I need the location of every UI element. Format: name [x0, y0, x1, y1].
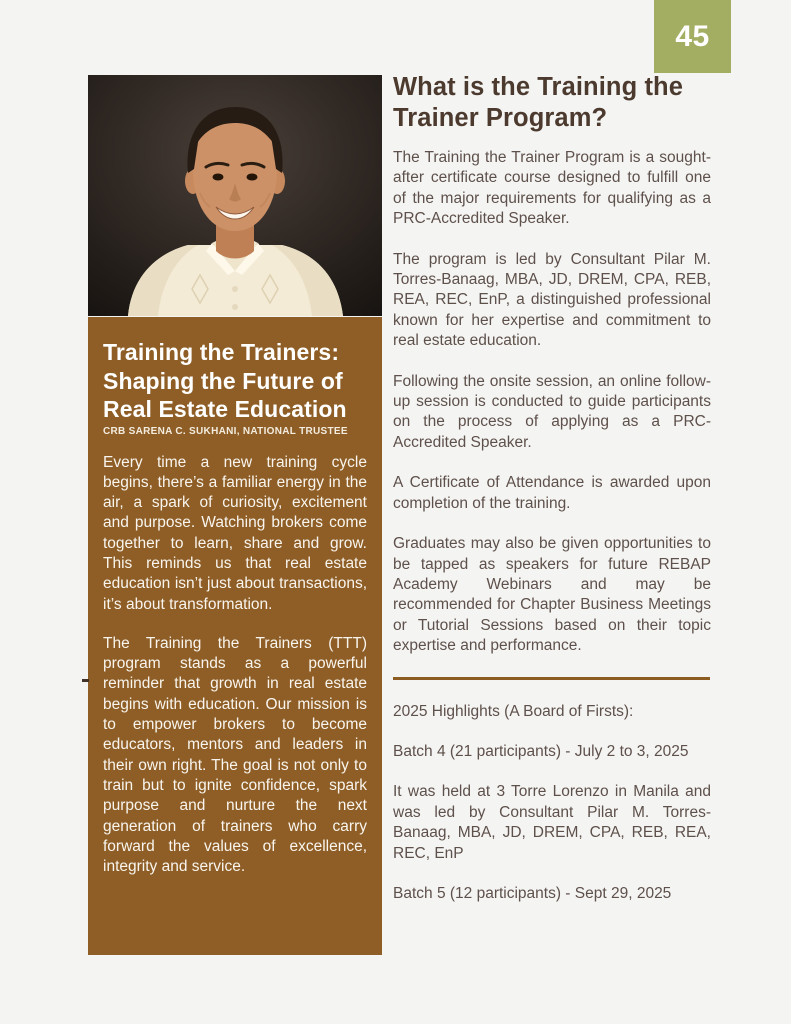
section-divider	[393, 677, 710, 680]
info-paragraph: The Training the Trainer Program is a sought-after certificate course designed to fulfill one of the major requirements for qualifying as a PRC-Accredited Speaker.	[393, 149, 711, 228]
article-title: Training the Trainers: Shaping the Future of Real Estate Education	[103, 339, 347, 422]
info-column	[393, 72, 711, 924]
trustee-portrait-photo	[88, 75, 382, 316]
article-panel	[88, 317, 382, 955]
article-paragraph: Every time a new training cycle begins, there’s a familiar energy in the air, a spark of curiosity, excitement and purpose. Watching brokers come together to learn, share and grow. This reminds us that real estate education isn’t just about transactions, it’s about transformation.	[103, 453, 367, 613]
info-paragraph: Following the onsite session, an online follow-up session is conducted to guide participants on the process of applying as a PRC-Accredited Speaker.	[393, 372, 711, 451]
page-number-badge	[654, 0, 731, 73]
article-paragraph: The Training the Trainers (TTT) program stands as a powerful reminder that growth in real estate begins with education. Our mission is to empower brokers to become educators, mentors and leaders in their own right. The goal is not only to train but to ignite confidence, spark purpose and nurture the next generation of trainers who carry forward the values of excellence, integrity and service.	[103, 634, 367, 876]
info-paragraph: A Certificate of Attendance is awarded upon completion of the training.	[393, 474, 711, 512]
highlights-title: 2025 Highlights (A Board of Firsts):	[393, 702, 634, 720]
section-heading: What is the Training the Trainer Program?	[393, 73, 683, 132]
info-paragraph: The program is led by Consultant Pilar M. Torres-Banaag, MBA, JD, DREM, CPA, REB, REA, REC, EnP, a distinguished professional known for her expertise and commitment to real estate education.	[393, 250, 711, 350]
page-number: 45	[675, 19, 710, 53]
article-byline: CRB SARENA C. SUKHANI, NATIONAL TRUSTEE	[103, 425, 348, 437]
highlight-item: Batch 5 (12 participants) - Sept 29, 2025	[393, 884, 672, 902]
info-paragraph: Graduates may also be given opportunities to be tapped as speakers for future REBAP Academy Webinars and may be recommended for Chapter Business Meetings or Tutorial Sessions based on their topic expertise and performance.	[393, 535, 711, 655]
divider-tick	[82, 679, 89, 682]
highlight-item: It was held at 3 Torre Lorenzo in Manila and was led by Consultant Pilar M. Torres-Banaag, MBA, JD, DREM, CPA, REB, REA, REC, EnP	[393, 783, 711, 862]
portrait-illustration	[88, 75, 382, 316]
highlight-item: Batch 4 (21 participants) - July 2 to 3, 2025	[393, 742, 689, 760]
highlights-section	[393, 702, 711, 905]
